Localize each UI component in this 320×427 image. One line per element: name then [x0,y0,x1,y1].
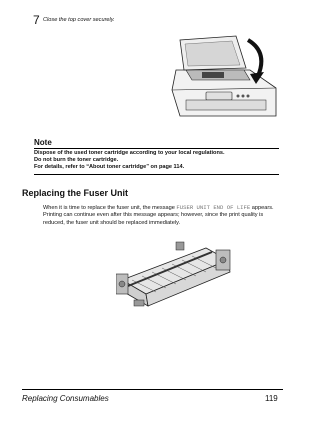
note-top-rule [34,148,279,149]
paragraph-text: When it is time to replace the fuser unit, the message [43,205,177,211]
note-body [34,150,279,171]
note-bottom-rule [34,174,279,175]
section-paragraph [43,204,283,227]
footer-chapter-title: Replacing Consumables [22,394,109,403]
footer-rule [22,389,283,390]
fuser-message: FUSER UNIT END OF LIFE [176,204,251,211]
step-number: 7 [33,13,40,27]
note-line: Do not burn the toner cartridge. [34,157,119,163]
note-line: Dispose of the used toner cartridge according to your local regulations. [34,150,225,156]
fuser-unit-illustration [116,240,234,315]
section-heading: Replacing the Fuser Unit [22,188,129,198]
page-number: 119 [265,394,278,403]
note-line: For details, refer to “About toner cartridge” on page 114. [34,164,185,170]
printer-top-cover-illustration [166,30,282,118]
note-title: Note [34,138,52,147]
paragraph-text: appears. Printing can continue even after this message appears; however, since the print quality is reduced, the fuser unit should be replaced immediately. [43,205,274,226]
step-instruction: Close the top cover securely. [43,17,115,23]
